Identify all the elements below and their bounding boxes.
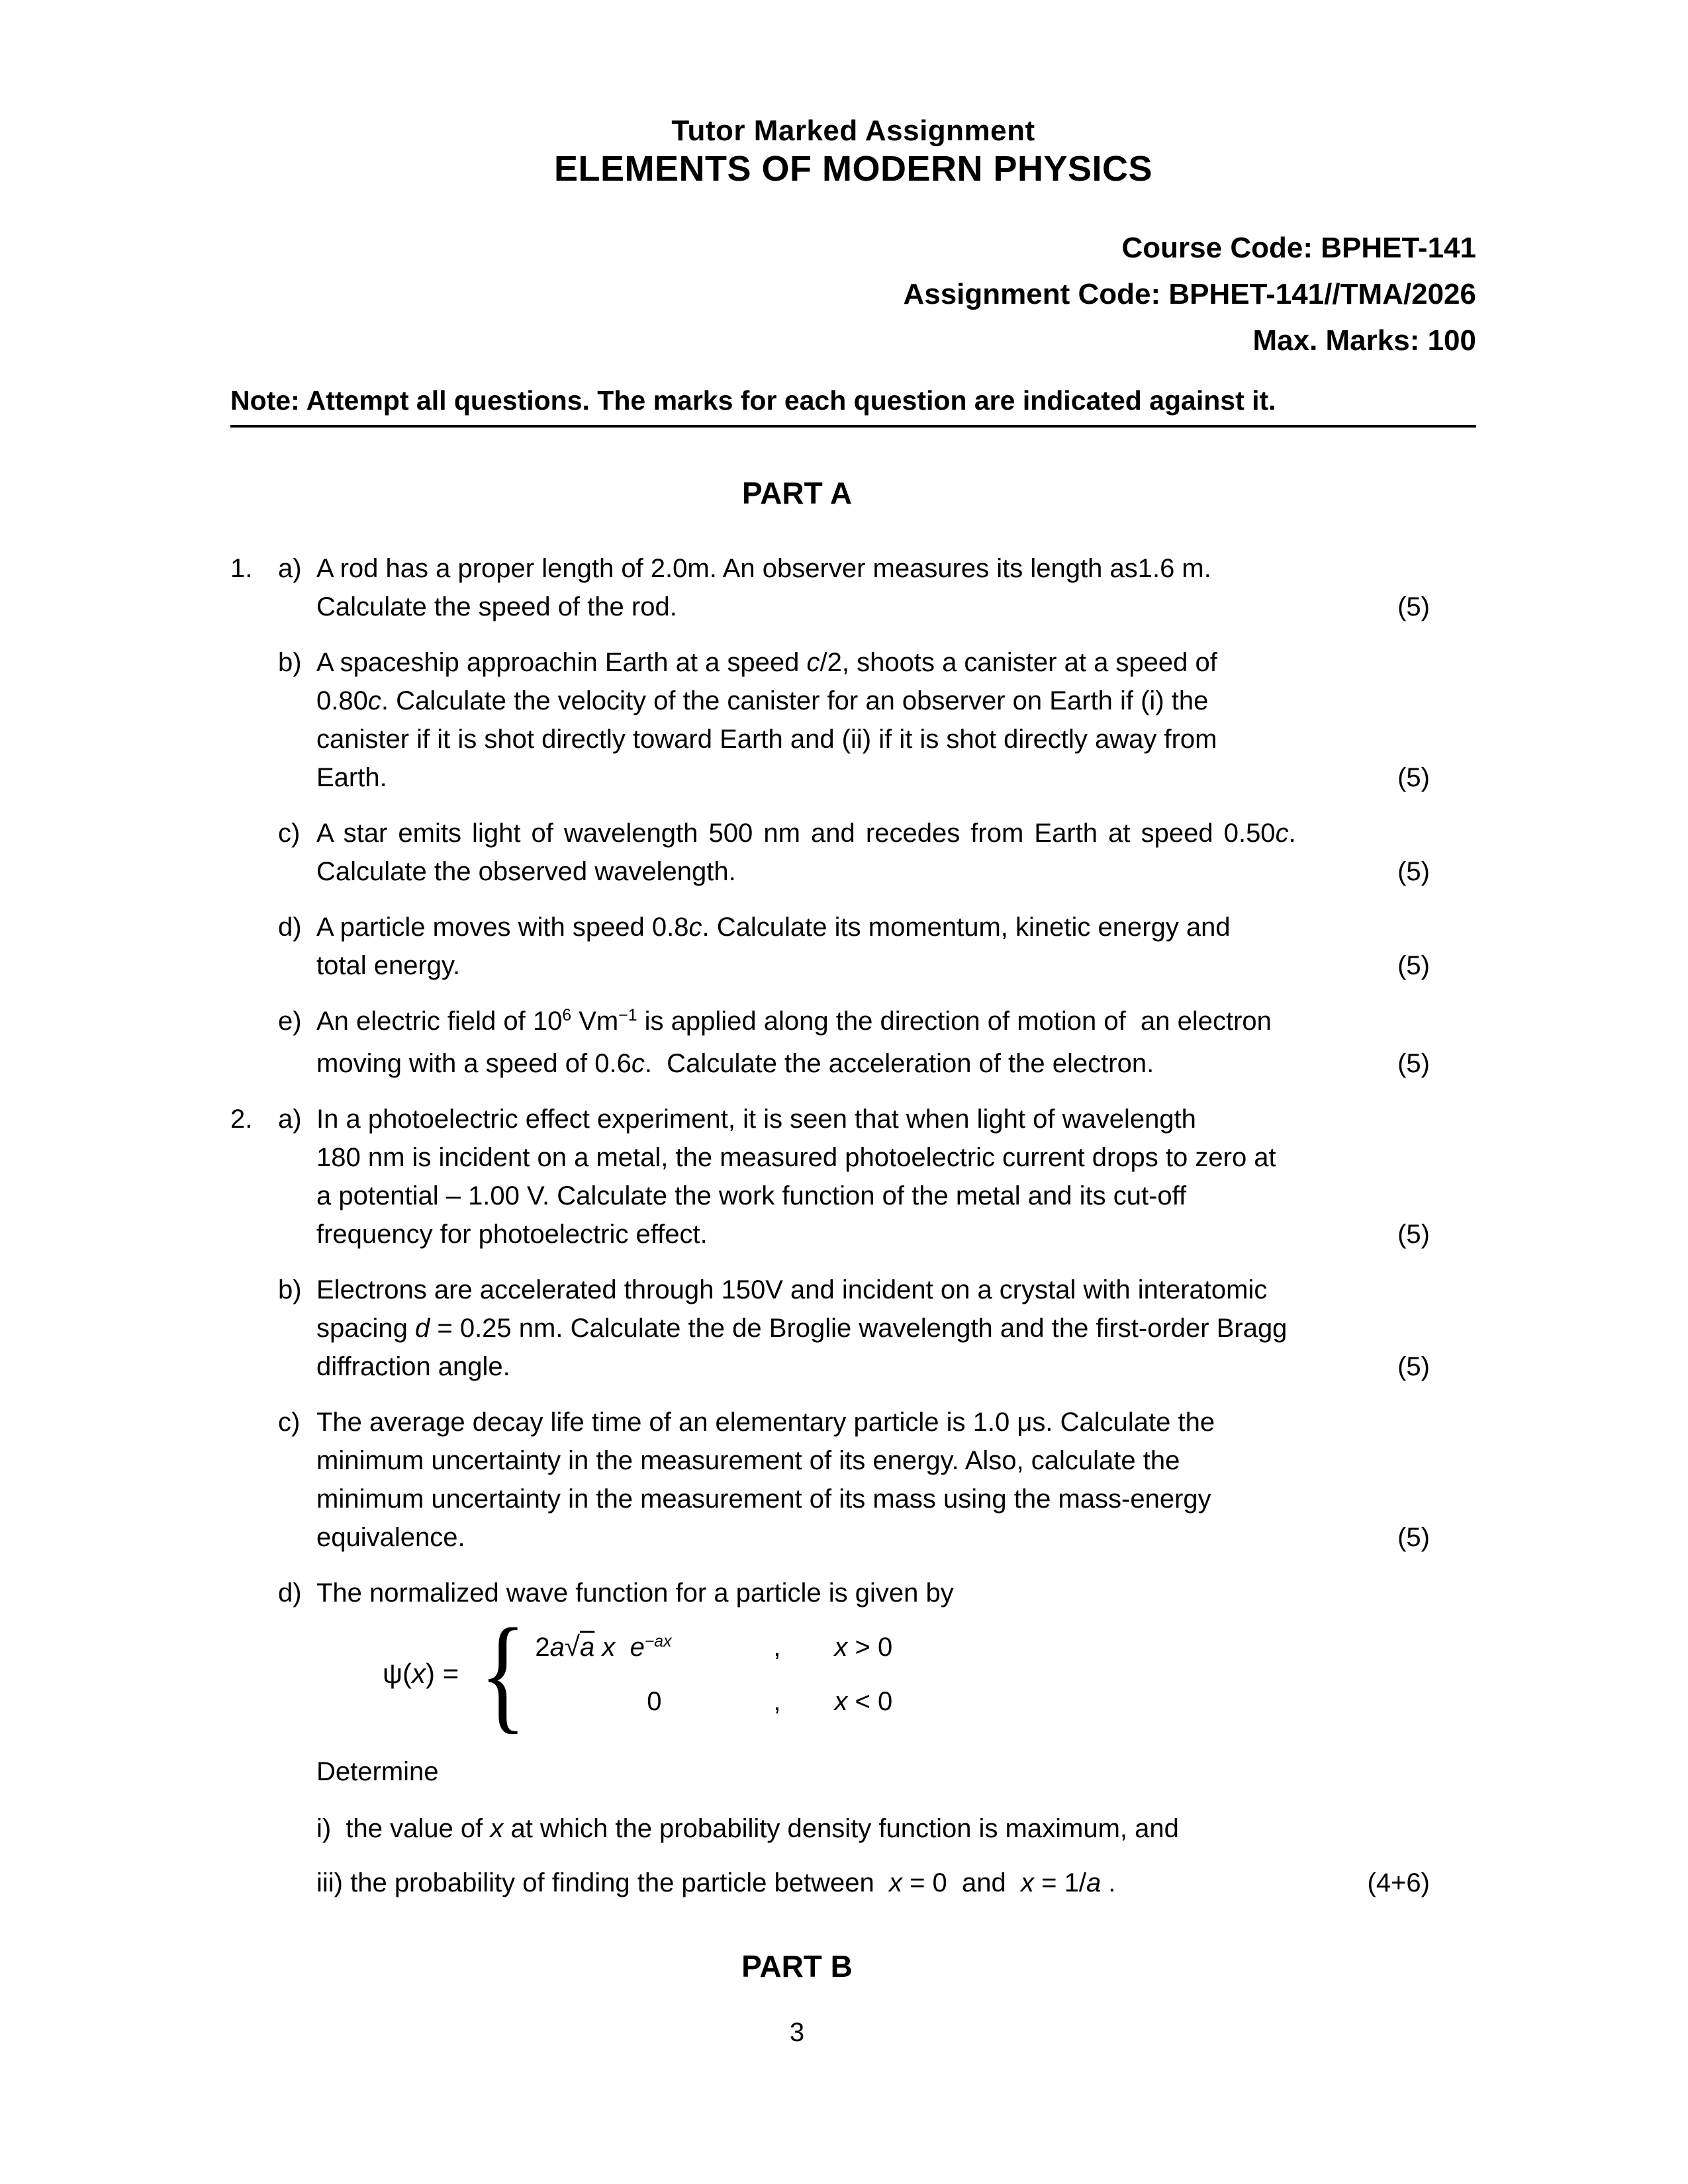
question-2c — [230, 1403, 1476, 1557]
question-line: spacing d = 0.25 nm. Calculate the de Broglie wavelength and the first-order Bragg — [316, 1314, 1288, 1343]
question-number — [230, 1271, 278, 1386]
question-line: moving with a speed of 0.6c. Calculate the acceleration of the electron. — [316, 1049, 1154, 1078]
question-line: Calculate the observed wavelength. — [316, 857, 736, 886]
subquestion-label: c) — [278, 819, 301, 848]
question-text — [316, 1002, 1370, 1083]
case-condition: x > 0 — [834, 1632, 893, 1662]
subquestion-label: b) — [278, 1275, 302, 1304]
course-title: ELEMENTS OF MODERN PHYSICS — [553, 149, 1153, 189]
marks-badge: (4+6) — [1367, 1868, 1430, 1897]
subquestion-label: a) — [278, 554, 302, 583]
determine-label: Determine — [316, 1757, 439, 1786]
left-curly-brace: { — [479, 1602, 526, 1745]
question-line: canister if it is shot directly toward Earth and (ii) if it is shot directly away from — [316, 725, 1217, 754]
question-line: A spaceship approachin Earth at a speed c/2, shoots a canister at a speed of — [316, 648, 1217, 677]
subquestion-label: c) — [278, 1408, 301, 1437]
question-2a — [230, 1100, 1476, 1253]
marks-badge: (5) — [1397, 951, 1430, 980]
question-line: A particle moves with speed 0.8c. Calculate its momentum, kinetic energy and — [316, 913, 1231, 942]
question-line: In a photoelectric effect experiment, it is seen that when light of wavelength — [316, 1105, 1196, 1134]
question-line: A rod has a proper length of 2.0m. An observer measures its length as1.6 m. — [316, 554, 1211, 583]
case-comma: , — [773, 1686, 781, 1716]
document-title: Tutor Marked Assignment — [671, 114, 1035, 147]
question-text — [316, 1574, 1370, 1902]
question-number — [230, 1002, 278, 1083]
questions-part-a — [230, 549, 1476, 1902]
question-line: total energy. — [316, 951, 461, 980]
question-number — [230, 1574, 278, 1902]
question-line: a potential – 1.00 V. Calculate the work function of the metal and its cut-off — [316, 1181, 1187, 1210]
case-value: 0 — [647, 1686, 662, 1716]
question-1e — [230, 1002, 1476, 1083]
subitem-iii: iii) the probability of finding the particle between x = 0 and x = 1/a . — [316, 1868, 1116, 1897]
question-line: An electric field of $10^6$ $Vm^{-1}$ is applied along the direction of motion of an electron — [316, 1007, 1272, 1036]
piecewise-cases — [535, 1627, 892, 1721]
question-line: frequency for photoelectric effect. — [316, 1220, 708, 1249]
question-2d — [230, 1574, 1476, 1902]
marks-badge: (5) — [1397, 1220, 1430, 1249]
marks-badge: (5) — [1397, 1352, 1430, 1381]
wave-function-formula — [383, 1602, 1370, 1745]
question-line: The average decay life time of an elementary particle is 1.0 μs. Calculate the — [316, 1408, 1215, 1437]
subquestion-label: d) — [278, 1578, 302, 1608]
case-condition: x < 0 — [834, 1686, 893, 1716]
question-line: Earth. — [316, 763, 387, 792]
subquestion-label: e) — [278, 1007, 302, 1036]
question-text — [316, 643, 1370, 797]
marks-badge: (5) — [1397, 1049, 1430, 1078]
part-b-heading: PART B — [741, 1949, 853, 1983]
question-text — [316, 1271, 1370, 1386]
question-line: Electrons are accelerated through 150V and incident on a crystal with interatomic — [316, 1275, 1268, 1304]
question-number — [230, 1403, 278, 1557]
question-text — [316, 1403, 1370, 1557]
question-line: A star emits light of wavelength 500 nm and recedes from Earth at speed 0.50c. — [316, 819, 1296, 848]
subitem-i: i) the value of x at which the probability density function is maximum, and — [316, 1814, 1179, 1843]
subquestion-label: d) — [278, 913, 302, 942]
assignment-code: Assignment Code: BPHET-141//TMA/2026 — [903, 278, 1476, 310]
case-row — [535, 1627, 892, 1671]
question-line: minimum uncertainty in the measurement of its mass using the mass-energy — [316, 1484, 1211, 1514]
question-number — [230, 814, 278, 891]
question-1b — [230, 643, 1476, 797]
course-code: Course Code: BPHET-141 — [1121, 232, 1476, 264]
question-line: The normalized wave function for a particle is given by — [316, 1578, 954, 1608]
case-comma: , — [773, 1632, 781, 1662]
marks-badge: (5) — [1397, 1523, 1430, 1552]
formula-lhs: ψ(x) = — [383, 1658, 467, 1689]
question-1d — [230, 908, 1476, 985]
note-line: Note: Attempt all questions. The marks for each question are indicated against it. — [230, 384, 1476, 428]
question-line: minimum uncertainty in the measurement of its energy. Also, calculate the — [316, 1446, 1180, 1475]
marks-badge: (5) — [1397, 592, 1430, 621]
question-text — [316, 549, 1370, 626]
subquestion-label: b) — [278, 648, 302, 677]
question-1a — [230, 549, 1476, 626]
question-line: diffraction angle. — [316, 1352, 510, 1381]
marks-badge: (5) — [1397, 763, 1430, 792]
case-row — [535, 1682, 892, 1721]
question-line: Calculate the speed of the rod. — [316, 592, 677, 621]
codes-block — [230, 225, 1476, 364]
question-line: 180 nm is incident on a metal, the measured photoelectric current drops to zero at — [316, 1143, 1276, 1172]
part-a-heading: PART A — [741, 476, 853, 510]
question-1c — [230, 814, 1476, 891]
question-2b — [230, 1271, 1476, 1386]
question-text — [316, 1100, 1370, 1253]
question-text — [316, 908, 1370, 985]
max-marks: Max. Marks: 100 — [1252, 324, 1476, 357]
question-line: equivalence. — [316, 1523, 465, 1552]
subquestion-label: a) — [278, 1105, 302, 1134]
marks-badge: (5) — [1397, 857, 1430, 886]
question-number — [230, 643, 278, 797]
question-number: 2. — [230, 1105, 253, 1134]
page-number: 3 — [789, 2018, 805, 2047]
question-line: 0.80c. Calculate the velocity of the canister for an observer on Earth if (i) the — [316, 686, 1209, 715]
question-number — [230, 908, 278, 985]
question-text — [316, 814, 1370, 891]
question-number: 1. — [230, 554, 253, 583]
case-value: 2a√a x $e^{-ax}$ — [535, 1630, 672, 1662]
